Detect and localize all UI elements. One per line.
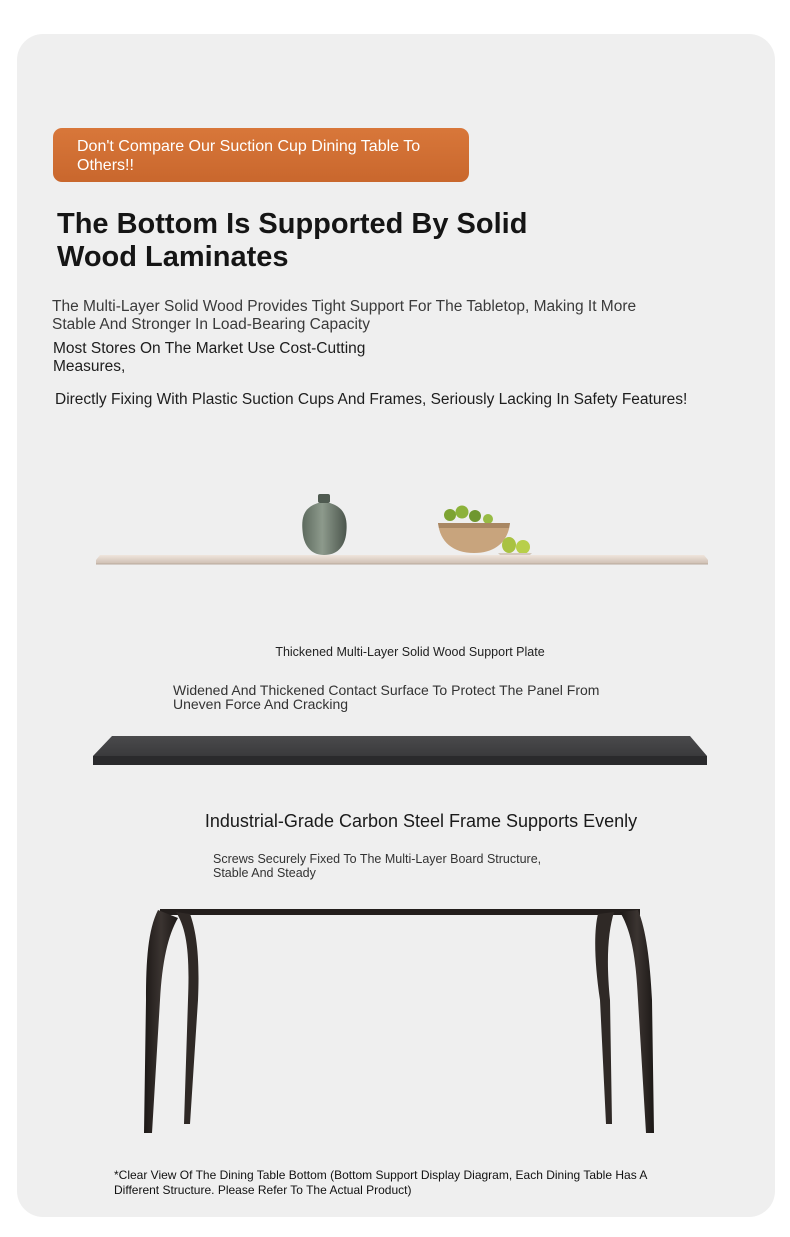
steel-frame-description: Screws Securely Fixed To The Multi-Layer Board Structure, Stable And Steady [213,852,542,880]
page-headline: The Bottom Is Supported By Solid Wood Laminates [57,208,528,273]
safety-warning-text: Directly Fixing With Plastic Suction Cups And Frames, Seriously Lacking In Safety Features! [55,391,688,408]
wood-support-board [93,736,707,765]
tabletop-slab [96,555,708,564]
promo-badge-text: Don't Compare Our Suction Cup Dining Table To Others!! [77,138,421,174]
fruit-bowl-icon [438,506,510,554]
wood-plate-title: Thickened Multi-Layer Solid Wood Support Plate [275,645,545,659]
description-paragraph: The Multi-Layer Solid Wood Provides Tight Support For The Tabletop, Making It More Stable And Stronger In Load-Bearing Capacity [52,298,637,333]
wood-plate-description: Widened And Thickened Contact Surface To Protect The Panel From Uneven Force And Cracking [173,682,600,712]
footnote-disclaimer: *Clear View Of The Dining Table Bottom (Bottom Support Display Diagram, Each Dining Table Has A Different Structure. Please Refer To The Actual Product) [114,1168,647,1197]
steel-frame [144,909,654,1133]
steel-frame-title: Industrial-Grade Carbon Steel Frame Supports Evenly [204,811,638,831]
ceramic-vase-icon [302,494,346,555]
market-comparison-text: Most Stores On The Market Use Cost-Cutting Measures, [53,340,366,375]
